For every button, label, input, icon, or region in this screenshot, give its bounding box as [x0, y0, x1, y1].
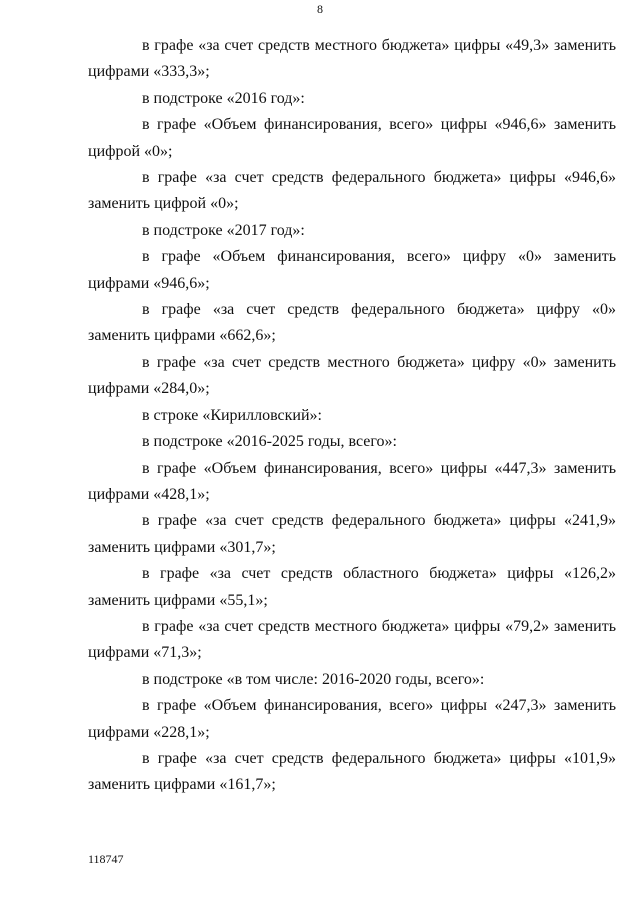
- paragraph: в подстроке «2016-2025 годы, всего»:: [142, 433, 397, 451]
- paragraph: в графе «за счет средств местного бюджета» цифры «49,3» заменить цифрами «333,3»;: [88, 37, 616, 81]
- paragraph: в подстроке «2017 год»:: [142, 221, 305, 239]
- document-body: [88, 33, 616, 799]
- paragraph: в подстроке «2016 год»:: [142, 89, 305, 107]
- page-number: 8: [317, 2, 323, 16]
- document-id: 118747: [88, 852, 124, 866]
- paragraph: в графе «за счет средств областного бюджета» цифры «126,2» заменить цифрами «55,1»;: [88, 565, 616, 609]
- paragraph: в графе «Объем финансирования, всего» цифру «0» заменить цифрами «946,6»;: [88, 248, 616, 292]
- paragraph: в графе «Объем финансирования, всего» цифры «447,3» заменить цифрами «428,1»;: [88, 459, 616, 503]
- paragraph: в графе «за счет средств местного бюджета» цифру «0» заменить цифрами «284,0»;: [88, 353, 616, 398]
- paragraph: в графе «Объем финансирования, всего» цифры «946,6» заменить цифрой «0»;: [88, 116, 616, 160]
- paragraph: в графе «за счет средств федерального бюджета» цифру «0» заменить цифрами «662,6»;: [88, 301, 616, 345]
- paragraph: в графе «за счет средств федерального бюджета» цифры «241,9» заменить цифрами «301,7»;: [88, 512, 616, 556]
- paragraph: в строке «Кирилловский»:: [142, 406, 322, 424]
- paragraph: в графе «за счет средств федерального бюджета» цифры «946,6» заменить цифрой «0»;: [88, 169, 616, 213]
- paragraph: в графе «за счет средств федерального бюджета» цифры «101,9» заменить цифрами «161,7»;: [88, 749, 616, 794]
- paragraph: в графе «Объем финансирования, всего» цифры «247,3» заменить цифрами «228,1»;: [88, 697, 616, 741]
- paragraph: в графе «за счет средств местного бюджета» цифры «79,2» заменить цифрами «71,3»;: [88, 617, 616, 662]
- paragraph: в подстроке «в том числе: 2016-2020 годы, всего»:: [142, 670, 485, 688]
